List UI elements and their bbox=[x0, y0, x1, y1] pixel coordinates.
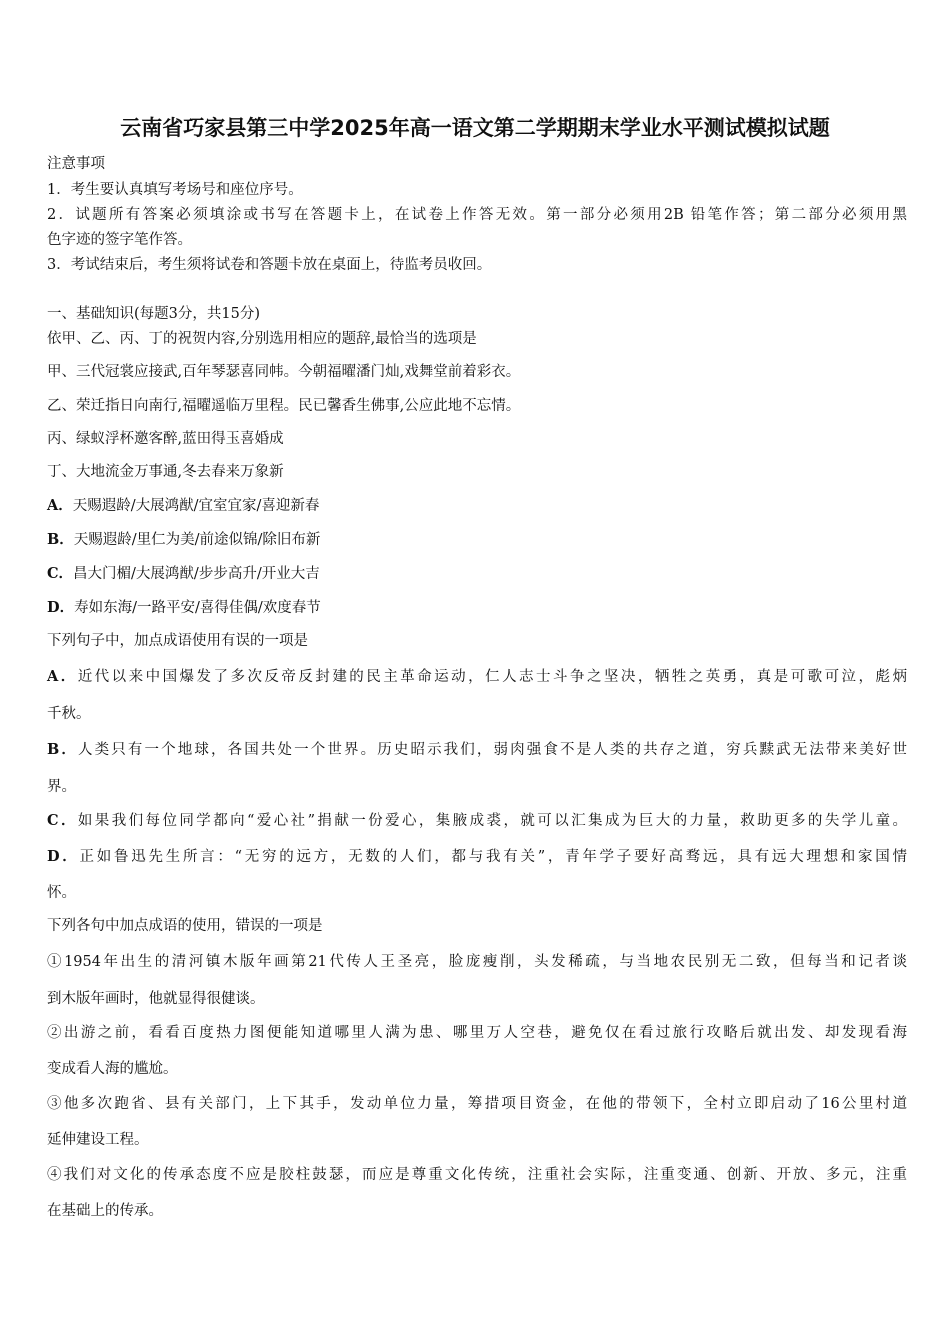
q1-option-d[interactable] bbox=[47, 596, 907, 617]
q2-option-a-cont: 千秋。 bbox=[47, 706, 91, 722]
q1-option-a[interactable] bbox=[47, 494, 907, 515]
option-letter: A． bbox=[47, 497, 73, 514]
option-text: 天赐遐龄/里仁为美/前途似锦/除旧布新 bbox=[73, 532, 321, 548]
option-text: 近代以来中国爆发了多次反帝反封建的民主革命运动，仁人志士斗争之坚决，牺牲之英勇，真是可歌可泣，彪炳 bbox=[77, 669, 907, 685]
q3-item-2: ②出游之前，看看百度热力图便能知道哪里人满为患、哪里万人空巷，避免仅在看过旅行攻略后就出发、却发现看海 bbox=[47, 1025, 907, 1041]
option-letter: D． bbox=[47, 848, 80, 865]
q2-option-a[interactable] bbox=[47, 665, 907, 686]
option-letter: A． bbox=[47, 668, 78, 685]
option-text: 人类只有一个地球，各国共处一个世界。历史昭示我们，弱肉强食不是人类的共存之道，穷兵黩武无法带来美好世 bbox=[78, 742, 907, 758]
q3-item-3: ③他多次跑省、县有关部门，上下其手，发动单位力量，筹措项目资金，在他的带领下，全村立即启动了16公里村道 bbox=[47, 1096, 907, 1112]
q1-option-b[interactable] bbox=[47, 528, 907, 549]
q3-item-4-cont: 在基础上的传承。 bbox=[47, 1203, 163, 1219]
q3-item-2-cont: 变成看人海的尴尬。 bbox=[47, 1061, 178, 1077]
q2-stem: 下列句子中，加点成语使用有误的一项是 bbox=[47, 633, 308, 649]
option-letter: D． bbox=[47, 599, 75, 616]
option-text: 昌大门楣/大展鸿猷/步步高升/开业大吉 bbox=[73, 566, 320, 582]
option-text: 寿如东海/一路平安/喜得佳偶/欢度春节 bbox=[74, 600, 321, 616]
q1-option-c[interactable] bbox=[47, 562, 907, 583]
option-text: 正如鲁迅先生所言：“无穷的远方，无数的人们，都与我有关”，青年学子要好高骛远，具有远大理想和家国情 bbox=[79, 849, 907, 865]
option-text: 天赐遐龄/大展鸿猷/宜室宜家/喜迎新春 bbox=[72, 498, 320, 514]
q1-item-jia: 甲、三代冠裳应接武,百年琴瑟喜同帏。今朝福曜潘门灿,戏舞堂前着彩衣。 bbox=[47, 364, 521, 380]
option-text: 如果我们每位同学都向“爱心社”捐献一份爱心，集腋成裘，就可以汇集成为巨大的力量，救助更多的失学儿童。 bbox=[77, 813, 907, 829]
q2-option-c[interactable] bbox=[47, 809, 907, 830]
q2-option-d[interactable] bbox=[47, 845, 907, 866]
q2-option-b-cont: 界。 bbox=[47, 779, 76, 795]
option-letter: C． bbox=[47, 812, 78, 829]
notice-item-1: 1．考生要认真填写考场号和座位序号。 bbox=[47, 182, 303, 198]
exam-title: 云南省巧家县第三中学2025年高一语文第二学期期末学业水平测试模拟试题 bbox=[120, 116, 830, 140]
option-letter: C． bbox=[47, 565, 74, 582]
q1-item-bing: 丙、绿蚁浮杯邀客醉,蓝田得玉喜婚成 bbox=[47, 431, 284, 447]
q1-stem: 依甲、乙、丙、丁的祝贺内容,分别选用相应的题辞,最恰当的选项是 bbox=[47, 331, 477, 347]
q3-item-3-cont: 延伸建设工程。 bbox=[47, 1132, 149, 1148]
notice-item-3: 3．考试结束后，考生须将试卷和答题卡放在桌面上，待监考员收回。 bbox=[47, 257, 492, 273]
notice-item-2-cont: 色字迹的签字笔作答。 bbox=[47, 232, 192, 248]
notice-item-2: 2．试题所有答案必须填涂或书写在答题卡上，在试卷上作答无效。第一部分必须用2B 铅笔作答；第二部分必须用黑 bbox=[47, 207, 907, 223]
option-letter: B． bbox=[47, 741, 78, 758]
q1-item-ding: 丁、大地流金万事通,冬去春来万象新 bbox=[47, 464, 284, 480]
q3-stem: 下列各句中加点成语的使用，错误的一项是 bbox=[47, 918, 323, 934]
q3-item-1: ①1954年出生的清河镇木版年画第21代传人王圣亮，脸庞瘦削，头发稀疏，与当地农民别无二致，但每当和记者谈 bbox=[47, 954, 907, 970]
notice-heading: 注意事项 bbox=[47, 156, 105, 172]
q3-item-1-cont: 到木版年画时，他就显得很健谈。 bbox=[47, 991, 265, 1007]
q3-item-4: ④我们对文化的传承态度不应是胶柱鼓瑟，而应是尊重文化传统，注重社会实际，注重变通、创新、开放、多元，注重 bbox=[47, 1167, 907, 1183]
section1-heading: 一、基础知识(每题3分，共15分) bbox=[47, 306, 260, 322]
option-letter: B． bbox=[47, 531, 74, 548]
q2-option-b[interactable] bbox=[47, 738, 907, 759]
q2-option-d-cont: 怀。 bbox=[47, 885, 76, 901]
q1-item-yi: 乙、荣迁指日向南行,福曜遥临万里程。民已馨香生佛事,公应此地不忘情。 bbox=[47, 398, 521, 414]
